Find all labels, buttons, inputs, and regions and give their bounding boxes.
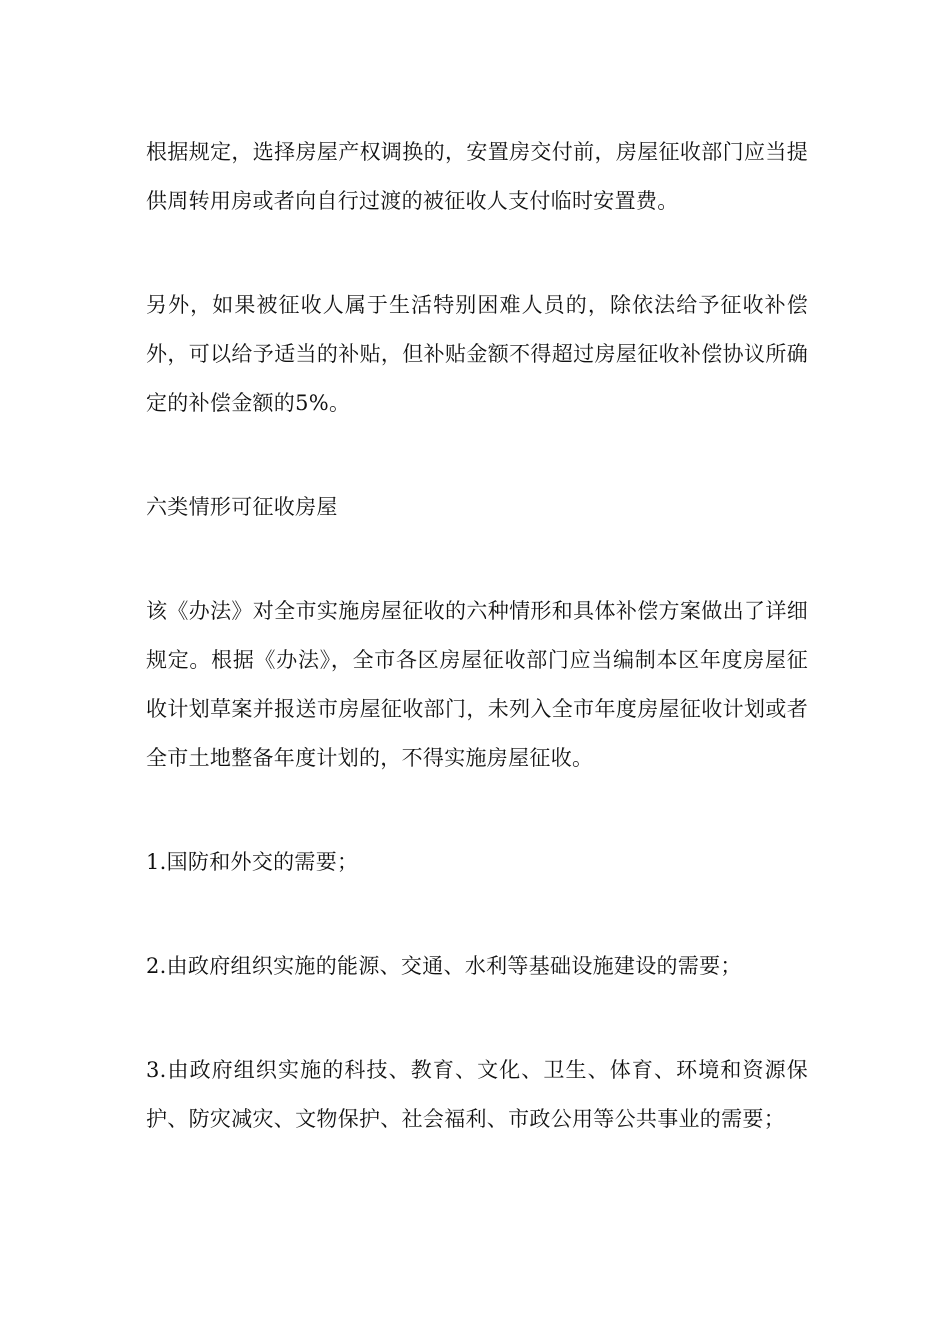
document-body [146, 128, 808, 1144]
paragraph-regulation: 该《办法》对全市实施房屋征收的六种情形和具体补偿方案做出了详细规定。根据《办法》，全市各区房屋征收部门应当编制本区年度房屋征收计划草案并报送市房屋征收部门，未列入全市年度房屋征收计划或者全市土地整备年度计划的，不得实施房屋征收。 [146, 599, 808, 770]
list-item-1: 1.国防和外交的需要； [146, 850, 359, 874]
paragraph-placement-fee: 根据规定，选择房屋产权调换的，安置房交付前，房屋征收部门应当提供周转用房或者向自行过渡的被征收人支付临时安置费。 [146, 140, 808, 213]
list-item-3: 3.由政府组织实施的科技、教育、文化、卫生、体育、环境和资源保护、防灾减灾、文物保护、社会福利、市政公用等公共事业的需要； [146, 1058, 808, 1131]
section-heading: 六类情形可征收房屋 [146, 495, 338, 519]
list-item-2: 2.由政府组织实施的能源、交通、水利等基础设施建设的需要； [146, 954, 742, 978]
paragraph-subsidy: 另外，如果被征收人属于生活特别困难人员的，除依法给予征收补偿外，可以给予适当的补贴，但补贴金额不得超过房屋征收补偿协议所确定的补偿金额的5%。 [146, 293, 808, 415]
